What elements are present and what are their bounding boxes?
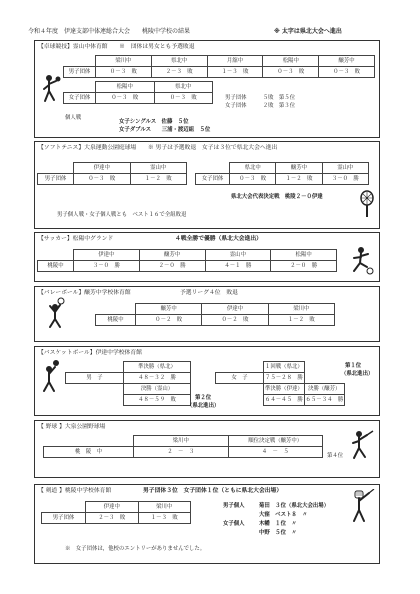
- section-kendo: [34, 484, 380, 564]
- page-header-title: 令和４年度 伊達支部中体連総合大会 桃陵中学校の結果: [28, 28, 191, 35]
- boys-individual-label: 男子個人: [223, 503, 245, 509]
- match-result: １－３ 敗: [138, 513, 191, 524]
- girls-rank: 女子団体 ２敗 第３位: [225, 103, 296, 109]
- opponent-name: 県北中: [151, 56, 207, 67]
- opponent-name: 醸芳中: [139, 250, 205, 261]
- kendo-player-icon: [347, 489, 375, 523]
- opponent-name: 伊達中: [74, 163, 131, 174]
- girls-team-table: [63, 81, 213, 104]
- match-result: ７５－２８ 勝: [264, 373, 305, 384]
- opponent-name: 醸芳中: [276, 163, 322, 174]
- girls-place-note: （県北進出）: [341, 371, 374, 377]
- row-label: 桃 陵 中: [44, 447, 134, 458]
- opponent-name: 県北中: [230, 163, 276, 174]
- match-result: ０－３ 敗: [96, 93, 155, 104]
- section-soccer: [34, 232, 380, 282]
- match-result: ０－３ 敗: [96, 67, 152, 78]
- baseball-player-icon: [347, 429, 375, 461]
- opponent-name: 醸芳中: [319, 56, 375, 67]
- section-title: 【バレーボール】醸芳中学校体育館: [38, 290, 131, 296]
- soccer-results-table: [37, 249, 337, 272]
- opponent-name: 順位決定戦（醸芳中）: [228, 436, 323, 447]
- section-tabletennis: [34, 40, 380, 138]
- individual-result: 菊田 ３位（県北大会出場）: [259, 503, 330, 509]
- table-tennis-player-icon: [41, 73, 63, 103]
- row-label: 女 子: [216, 373, 264, 384]
- section-title: 【 野球 】大泉公園野球場: [38, 424, 106, 430]
- round-name: 準決勝（伊達）: [264, 384, 305, 395]
- row-label: 女子団体: [196, 174, 230, 185]
- girls-place: 第１位: [345, 363, 362, 369]
- match-result: ４ － ５: [228, 447, 323, 458]
- boys-team-table: [63, 55, 375, 78]
- match-result: ０－３ 敗: [263, 67, 319, 78]
- section-title: 【 剣道 】桃陵中学校体育館: [38, 488, 112, 494]
- match-result: ４８－５９ 敗: [124, 395, 191, 406]
- match-result: ２－３ 敗: [151, 67, 207, 78]
- match-result: １－２ 敗: [268, 315, 334, 326]
- match-result: ３－０ 勝: [74, 261, 140, 272]
- match-result: ２－０ 勝: [271, 261, 337, 272]
- section-result-note: 男子団体３位 女子団体１位（ともに県北大会出場）: [143, 488, 283, 494]
- section-volleyball: [34, 286, 380, 342]
- round-name: 決勝（醸芳）: [304, 384, 345, 395]
- individual-result: 女子ダブルス 三浦・渡辺組 ５位: [119, 127, 211, 133]
- match-result: ０－３ 敗: [154, 93, 213, 104]
- opponent-name: 霊山中: [205, 250, 271, 261]
- girls-team-note: ※ 女子団体は，他校のエントリーがありませんでした。: [65, 546, 206, 552]
- opponent-name: 梁川中: [134, 436, 229, 447]
- row-label: 男子団体: [64, 67, 96, 78]
- row-label: 男子団体: [42, 513, 86, 524]
- section-title: 【ソフトテニス】大泉運動公園庭球場 ※ 男子は予選敗退 女子は３位で県北大会へ進出: [38, 145, 278, 151]
- match-result: ２－０ 勝: [139, 261, 205, 272]
- opponent-name: 松陽中: [271, 250, 337, 261]
- match-result: １－３ 敗: [207, 67, 263, 78]
- individual-result: 中野 ５位 〃: [259, 530, 297, 536]
- match-result: ０－２ 敗: [202, 315, 268, 326]
- individual-note: 男子個人戦・女子個人戦とも ベスト１６で全組敗退: [57, 212, 187, 218]
- boys-rank: 男子団体 ５敗 第５位: [225, 95, 296, 101]
- match-result: ２－３ 敗: [86, 513, 139, 524]
- row-label: 男子団体: [38, 174, 74, 185]
- opponent-name: 霊山中: [322, 163, 368, 174]
- section-title: 【サッカー】松陽中グランド: [38, 236, 114, 242]
- match-result: ０－３ 敗: [230, 174, 276, 185]
- opponent-name: 霊山中: [130, 163, 187, 174]
- baseball-results-table: [43, 435, 323, 458]
- section-softtennis: [34, 141, 380, 229]
- row-label: 桃陵中: [38, 261, 74, 272]
- match-result: ０－３ 敗: [319, 67, 375, 78]
- opponent-name: 梁川中: [268, 304, 334, 315]
- soccer-player-icon: [349, 245, 375, 275]
- match-result: １－２ 敗: [130, 174, 187, 185]
- representative-match: 県北大会代表決定戦 桃陵２－０伊達: [231, 194, 323, 200]
- kendo-team-table: [41, 501, 191, 524]
- opponent-name: 梁川中: [138, 502, 191, 513]
- boys-bracket-table: [65, 361, 191, 406]
- individual-label: 個人戦: [65, 115, 82, 121]
- match-result: ４８－３２ 勝: [124, 373, 191, 384]
- match-result: ０－２ 敗: [136, 315, 202, 326]
- boys-team-table: [37, 162, 187, 185]
- individual-result: 木幡 １位 〃: [259, 521, 297, 527]
- boys-place-note: （県北進出）: [187, 403, 220, 409]
- opponent-name: 松陽中: [96, 82, 155, 93]
- round-name: 準決勝（県北）: [124, 362, 191, 373]
- opponent-name: 県北中: [154, 82, 213, 93]
- match-result: １－２ 敗: [276, 174, 322, 185]
- round-name: １回戦（県北）: [264, 362, 305, 373]
- opponent-name: 松陽中: [263, 56, 319, 67]
- section-title: 【卓球競技】霊山中体育館 ※ 団体は男女とも予選敗退: [38, 44, 195, 50]
- opponent-name: 伊達中: [74, 250, 140, 261]
- section-result-note: 予選リーグ４位 敗退: [180, 290, 238, 296]
- match-result: ２ － ３: [134, 447, 229, 458]
- row-label: 男 子: [66, 373, 124, 384]
- row-label: 桃陵中: [96, 315, 136, 326]
- section-baseball: [34, 420, 380, 478]
- baseball-place: 第４位: [327, 453, 344, 459]
- opponent-name: 梁川中: [96, 56, 152, 67]
- page-header-note: ※ 太字は県北大会へ進出: [274, 28, 342, 35]
- volleyball-results-table: [95, 303, 335, 326]
- round-name: 決勝（霊山）: [124, 384, 191, 395]
- opponent-name: 月舘中: [207, 56, 263, 67]
- girls-individual-label: 女子個人: [223, 521, 245, 527]
- row-label: 女子団体: [64, 93, 96, 104]
- individual-result: 女子シングルス 佐藤 ５位: [119, 119, 189, 125]
- boys-place: 第２位: [195, 395, 212, 401]
- volleyball-player-icon: [43, 297, 69, 329]
- opponent-name: 醸芳中: [136, 304, 202, 315]
- match-result: ４－１ 勝: [205, 261, 271, 272]
- match-result: ６４－４５ 勝: [264, 395, 305, 406]
- basketball-player-icon: [39, 359, 63, 393]
- individual-result: 大窪 ベスト８ 〃: [259, 512, 308, 518]
- section-title: 【バスケットボール】伊達中学校体育館: [38, 350, 142, 356]
- section-result-note: ４戦全勝で優勝（県北大会進出）: [175, 236, 262, 242]
- opponent-name: 伊達中: [202, 304, 268, 315]
- girls-bracket-table: [215, 361, 345, 406]
- girls-team-table: [195, 162, 369, 185]
- match-result: ３－０ 勝: [322, 174, 368, 185]
- match-result: ６５－３４ 勝: [304, 395, 345, 406]
- match-result: ０－３ 敗: [74, 174, 131, 185]
- opponent-name: 伊達中: [86, 502, 139, 513]
- tennis-racket-icon: [357, 190, 377, 218]
- section-basketball: [34, 346, 380, 416]
